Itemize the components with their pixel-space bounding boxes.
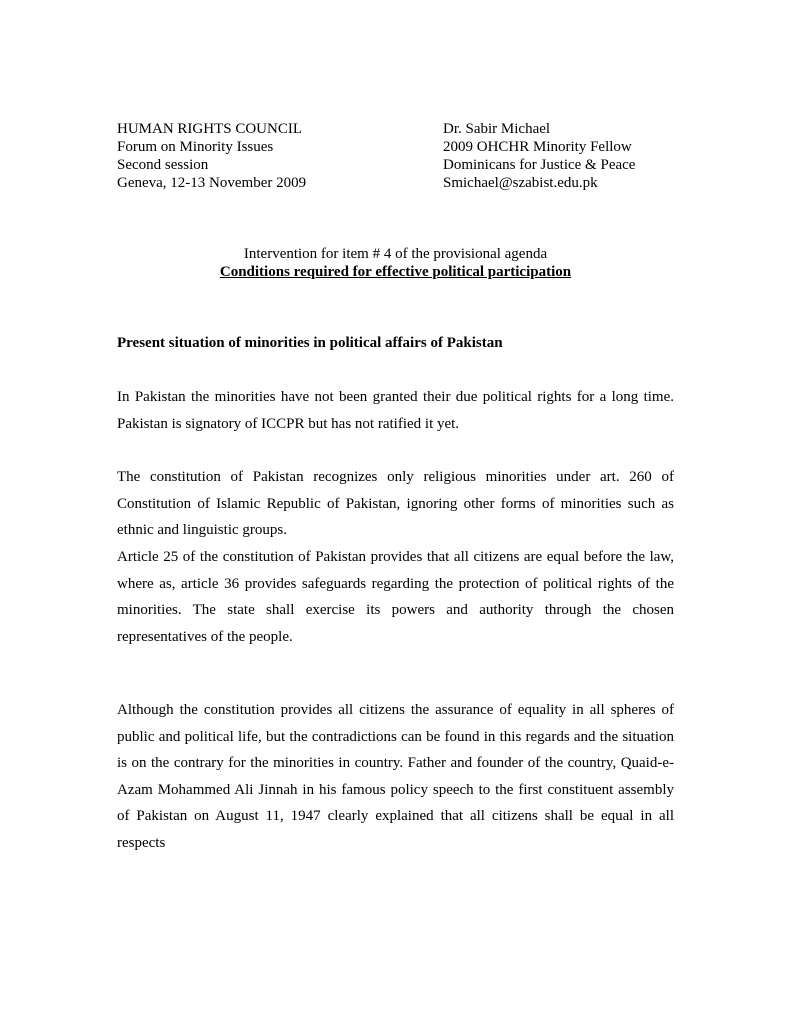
paragraph-article-25: Article 25 of the constitution of Pakistan provides that all citizens are equal before the law, where as, article 36 provides safeguards regarding the protection of political rights of the minorities. The state shall exercise its powers and authority through the chosen representatives of the people.	[117, 549, 674, 645]
header-left-block	[117, 120, 306, 192]
author-email: Smichael@szabist.edu.pk	[443, 175, 598, 191]
agenda-block	[0, 245, 791, 281]
paragraph-constitution: The constitution of Pakistan recognizes only religious minorities under art. 260 of Constitution of Islamic Republic of Pakistan, ignoring other forms of minorities such as ethnic and linguistic groups.	[117, 469, 674, 538]
paragraph-equality: Although the constitution provides all citizens the assurance of equality in all spheres of public and political life, but the contradictions can be found in this regards and the situation is on the contrary for the minorities in country. Father and founder of the country, Quaid-e-Azam Mohammed Ali Jinnah in his famous policy speech to the first constituent assembly of Pakistan on August 11, 1947 clearly explained that all citizens shall be equal in all respects	[117, 702, 674, 851]
section-heading: Present situation of minorities in political affairs of Pakistan	[117, 335, 503, 351]
author-fellowship: 2009 OHCHR Minority Fellow	[443, 139, 632, 155]
session-name: Second session	[117, 157, 209, 173]
author-name: Dr. Sabir Michael	[443, 121, 551, 137]
agenda-subtitle: Conditions required for effective political participation	[219, 264, 572, 280]
header-right-block	[443, 120, 635, 192]
agenda-title: Intervention for item # 4 of the provisional agenda	[243, 246, 548, 262]
author-organization: Dominicans for Justice & Peace	[443, 157, 636, 173]
venue-date: Geneva, 12-13 November 2009	[117, 175, 307, 191]
council-name: HUMAN RIGHTS COUNCIL	[117, 121, 303, 137]
forum-name: Forum on Minority Issues	[117, 139, 274, 155]
paragraph-iccpr: In Pakistan the minorities have not been granted their due political rights for a long time. Pakistan is signatory of ICCPR but has not ratified it yet.	[117, 389, 674, 432]
